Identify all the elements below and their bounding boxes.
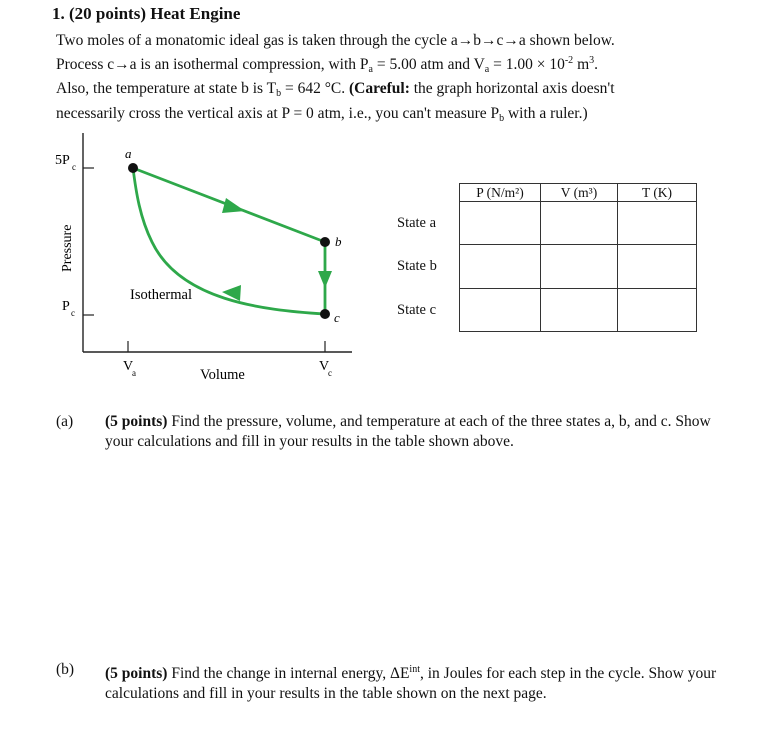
part-b-question: (5 points) Find the change in internal energy, $\Delta E^{int}$, in Joules for each step in the cycle. Show your calculations and fill in your results in the table shown on the next page. [105, 664, 717, 702]
state-c-point [320, 309, 330, 319]
state-table [381, 183, 697, 332]
x-axis-label: Volume [200, 367, 245, 383]
part-b-label: (b) [56, 661, 75, 678]
row-label-state-a: State a [381, 202, 460, 245]
pv-diagram [0, 120, 380, 390]
isothermal-label: Isothermal [130, 287, 193, 303]
tick-label-vc-sub: c [328, 368, 332, 378]
header-temperature: T (K) [618, 184, 697, 202]
cell-c-pressure[interactable] [460, 289, 541, 332]
state-a-label: a [125, 146, 132, 161]
tick-label-vc: V [319, 359, 330, 374]
header-volume: V (m³) [541, 184, 618, 202]
state-a-point [128, 163, 138, 173]
intro-line-2: Process c→a is an isothermal compression, with $P_a = 5.00$ atm and $V_a = 1.00 \times 10^{-2}$ $m^3$. [56, 54, 598, 75]
table-row [381, 289, 697, 332]
cell-c-volume[interactable] [541, 289, 618, 332]
state-b-point [320, 237, 330, 247]
tick-label-pc: P [62, 299, 70, 314]
state-c-label: c [334, 310, 340, 325]
intro-line-1: Two moles of a monatomic ideal gas is taken through the cycle a→b→c→a shown below. [56, 32, 615, 49]
problem-title: 1. (20 points) Heat Engine [52, 4, 241, 23]
arrow-b-to-c [318, 271, 332, 288]
y-axis-label: Pressure [60, 224, 75, 272]
row-label-state-c: State c [381, 289, 460, 332]
cell-b-volume[interactable] [541, 245, 618, 289]
tick-label-va-sub: a [132, 368, 136, 378]
part-a-label: (a) [56, 413, 74, 430]
cell-c-temperature[interactable] [618, 289, 697, 332]
arrow-a-to-b [222, 198, 245, 213]
tick-label-5pc: 5P [55, 153, 70, 168]
tick-label-5pc-sub: c [72, 162, 76, 172]
table-row [381, 245, 697, 289]
problem-statement [56, 31, 746, 128]
cell-b-pressure[interactable] [460, 245, 541, 289]
header-pressure: P (N/m²) [460, 184, 541, 202]
cell-a-pressure[interactable] [460, 202, 541, 245]
tick-label-va: V [123, 359, 134, 374]
intro-line-3: Also, the temperature at state b is $T_b = 642$ °C. (Careful: the graph horizontal axis doesn't [56, 80, 615, 99]
state-b-label: b [335, 234, 342, 249]
intro-line-4: necessarily cross the vertical axis at P = 0 atm, i.e., you can't measure $P_b$ with a ruler.) [56, 104, 588, 124]
cell-a-temperature[interactable] [618, 202, 697, 245]
tick-label-pc-sub: c [71, 308, 75, 318]
part-a-question: (5 points) Find the pressure, volume, and temperature at each of the three states a, b, and c. Show your calculations and fill in your results in the table shown above. [105, 413, 711, 450]
cell-a-volume[interactable] [541, 202, 618, 245]
cell-b-temperature[interactable] [618, 245, 697, 289]
table-row [381, 202, 697, 245]
row-label-state-b: State b [381, 245, 460, 289]
